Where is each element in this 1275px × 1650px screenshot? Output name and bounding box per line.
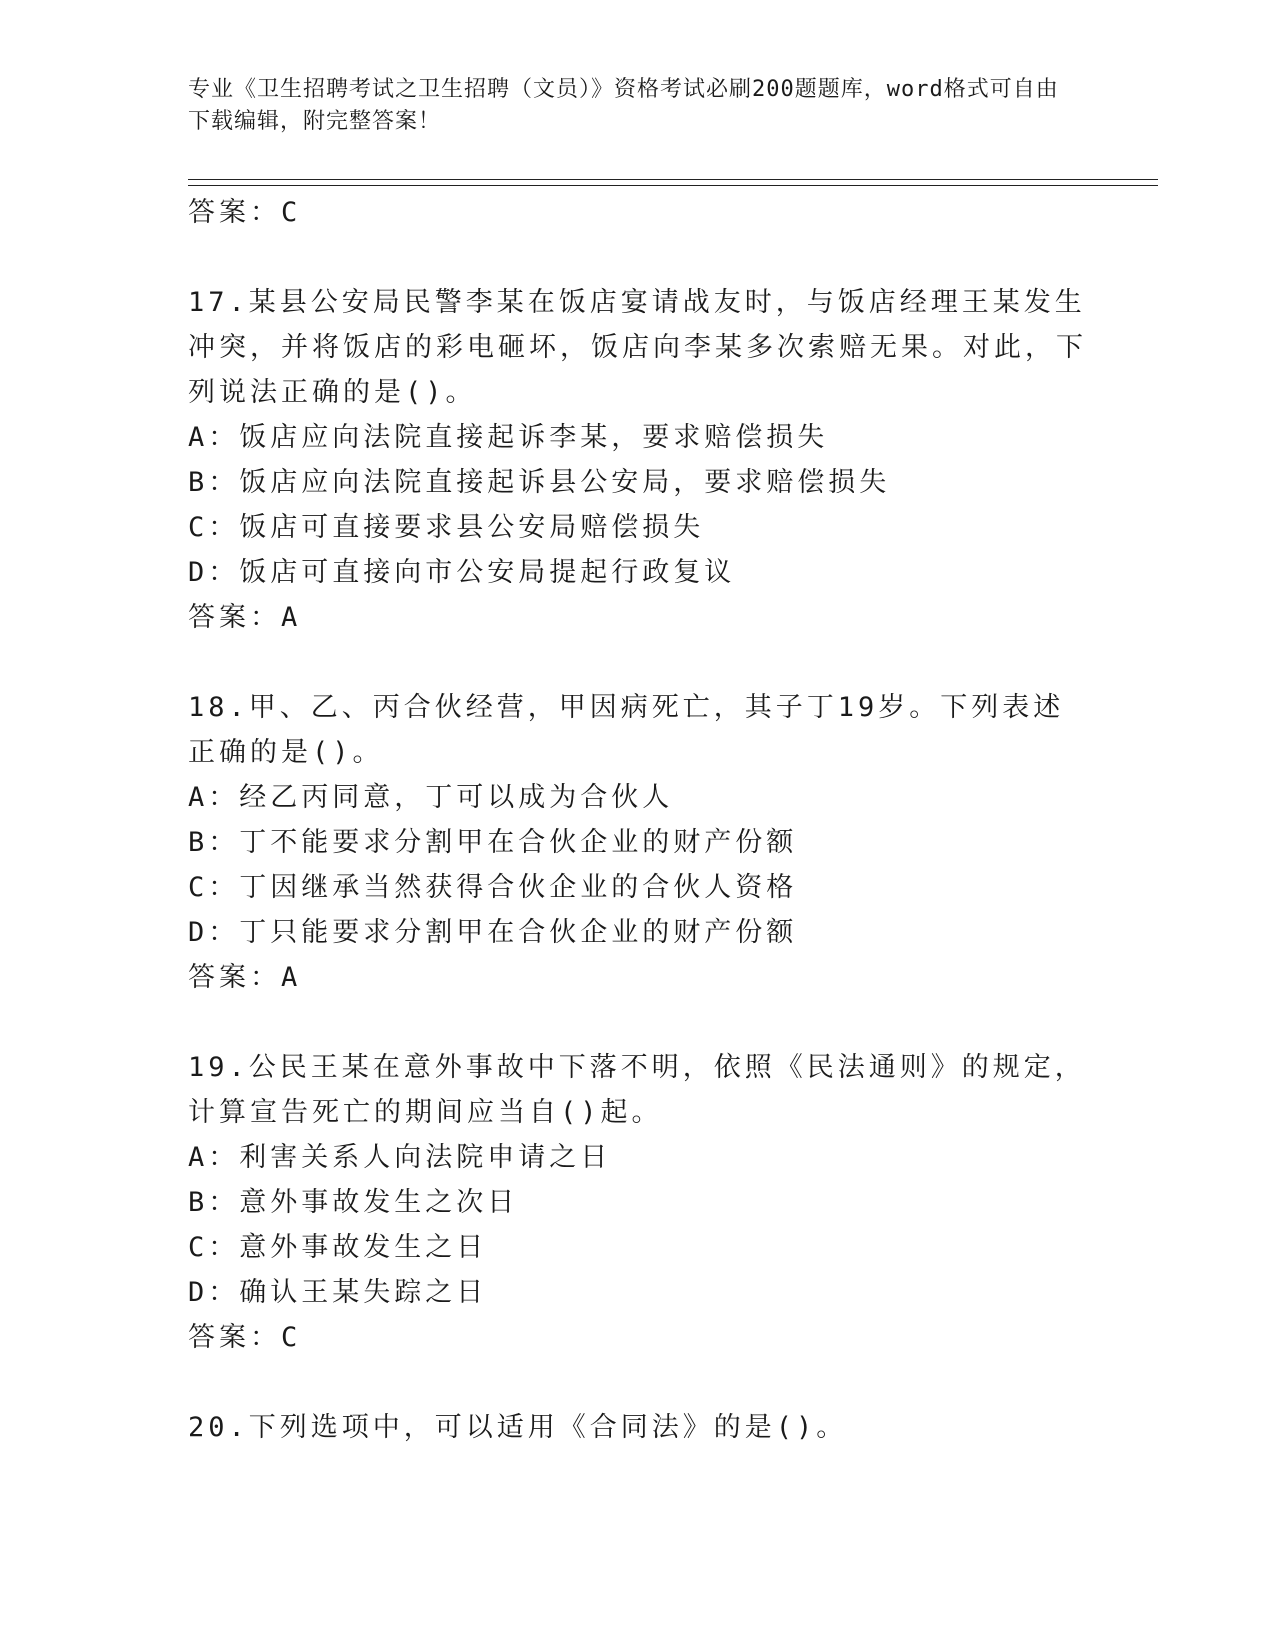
option-a: A：经乙丙同意，丁可以成为合伙人 bbox=[188, 782, 674, 813]
option-a: A：利害关系人向法院申请之日 bbox=[188, 1142, 612, 1173]
header-rule-bottom bbox=[188, 185, 1158, 186]
previous-answer: 答案：C bbox=[188, 197, 302, 228]
question-list bbox=[188, 190, 1088, 1450]
option-d: D：饭店可直接向市公安局提起行政复议 bbox=[188, 557, 736, 588]
question-19 bbox=[188, 1045, 1088, 1360]
document-header: 专业《卫生招聘考试之卫生招聘（文员）》资格考试必刷200题题库，word格式可自由下载编辑，附完整答案！ bbox=[188, 77, 1059, 134]
option-d: D：丁只能要求分割甲在合伙企业的财产份额 bbox=[188, 917, 798, 948]
question-17 bbox=[188, 280, 1088, 640]
question-stem: 17.某县公安局民警李某在饭店宴请战友时，与饭店经理王某发生冲突，并将饭店的彩电砸坏，饭店向李某多次索赔无果。对此，下列说法正确的是()。 bbox=[188, 287, 1087, 408]
answer: 答案：A bbox=[188, 962, 302, 993]
question-stem: 19.公民王某在意外事故中下落不明，依照《民法通则》的规定，计算宣告死亡的期间应当自()起。 bbox=[188, 1052, 1086, 1128]
option-b: B：丁不能要求分割甲在合伙企业的财产份额 bbox=[188, 827, 798, 858]
option-d: D：确认王某失踪之日 bbox=[188, 1277, 488, 1308]
answer: 答案：A bbox=[188, 602, 302, 633]
question-stem: 20.下列选项中，可以适用《合同法》的是()。 bbox=[188, 1412, 848, 1443]
question-18 bbox=[188, 685, 1088, 1000]
option-c: C：意外事故发生之日 bbox=[188, 1232, 488, 1263]
option-c: C：丁因继承当然获得合伙企业的合伙人资格 bbox=[188, 872, 798, 903]
question-stem: 18.甲、乙、丙合伙经营，甲因病死亡，其子丁19岁。下列表述正确的是()。 bbox=[188, 692, 1065, 768]
option-b: B：饭店应向法院直接起诉县公安局，要求赔偿损失 bbox=[188, 467, 891, 498]
question-20 bbox=[188, 1405, 1088, 1450]
header-rule-top bbox=[188, 179, 1158, 180]
answer: 答案：C bbox=[188, 1322, 302, 1353]
option-c: C：饭店可直接要求县公安局赔偿损失 bbox=[188, 512, 705, 543]
option-b: B：意外事故发生之次日 bbox=[188, 1187, 519, 1218]
option-a: A：饭店应向法院直接起诉李某，要求赔偿损失 bbox=[188, 422, 829, 453]
